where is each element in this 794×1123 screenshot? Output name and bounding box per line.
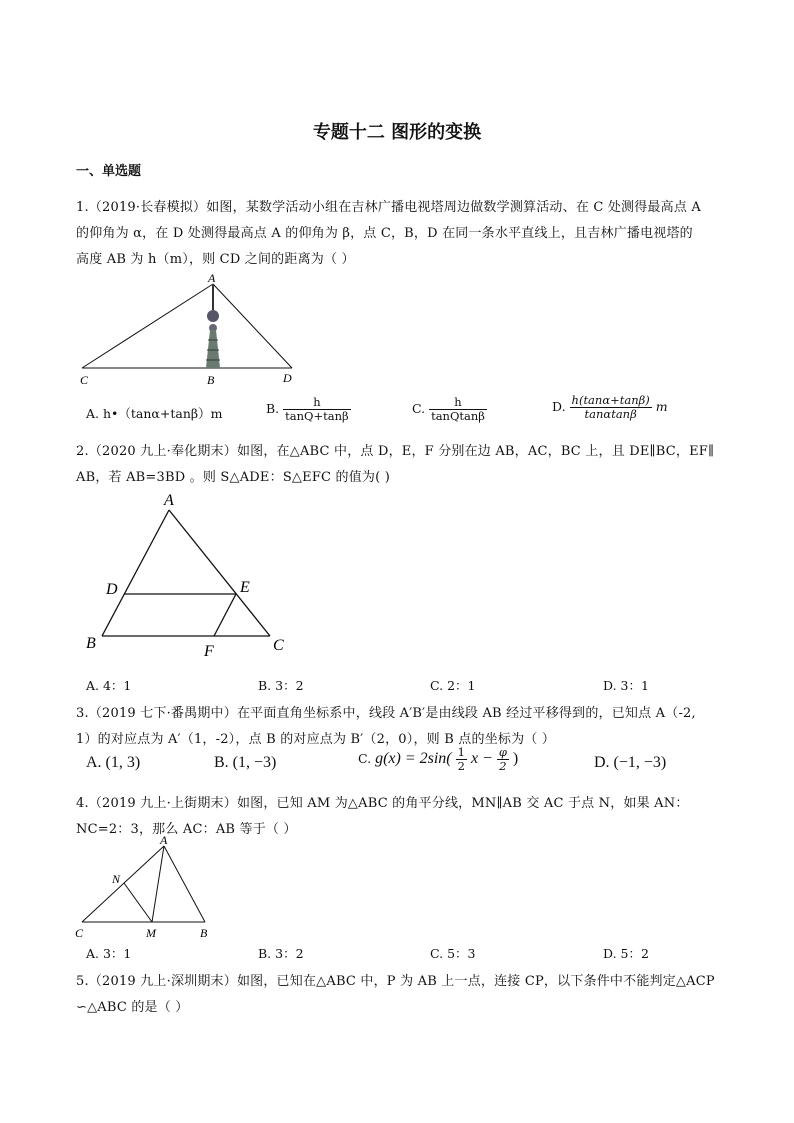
q5-line-2: ∽△ABC 的是（ ） <box>76 1000 189 1015</box>
q1-line-2: 的仰角为 α，在 D 处测得最高点 A 的仰角为 β，点 C，B，D 在同一条水平直线上，且吉林广播电视塔的 <box>76 226 693 241</box>
q3-option-d: D. (−1, −3) <box>594 754 667 771</box>
q4-option-b: B. 3：2 <box>258 946 304 961</box>
q3-option-a: A. (1, 3) <box>86 754 141 771</box>
q1-label-A: A <box>208 271 216 285</box>
q2-label-B: B <box>86 635 96 652</box>
q1-label-C: C <box>80 373 89 387</box>
q3-option-c: C. g(x) = 2sin( $\frac{1}{2}$ x − $\frac{\varphi}{2}$ ) <box>358 745 519 773</box>
q4-line-1: 4.（2019 九上·上街期末）如图，已知 AM 为△ABC 的角平分线，MN∥AB 交 AC 于点 N，如果 AN： <box>76 796 689 811</box>
q2-label-A: A <box>164 492 174 509</box>
q2-option-a: A. 4：1 <box>86 678 132 693</box>
q1-option-b: B. $\frac{h}{\tan Q+\tan\beta}$ <box>266 395 349 423</box>
q1-option-c: C. $\frac{h}{\text{tanQtanβ}}$ <box>412 395 485 423</box>
q2-label-F: F <box>204 643 214 660</box>
q1-option-a: A. h•（tanα+tanβ）m <box>86 406 223 421</box>
q1-line-1: 1.（2019·长春模拟）如图，某数学活动小组在吉林广播电视塔周边做数学测算活动、在 C 处测得最高点 A <box>76 200 701 215</box>
q1-option-d: D. $\frac{h(\tan\alpha+\tan\beta)}{\tan\alpha\tan\beta}$ m <box>552 393 668 421</box>
q3-line-2: 1）的对应点为 A′（1，-2），点 B 的对应点为 B′（2，0），则 B 点的坐标为（ ） <box>76 732 556 747</box>
q2-line-1: 2.（2020 九上·奉化期末）如图，在△ABC 中，点 D，E，F 分别在边 AB，AC，BC 上，且 DE∥BC，EF∥ <box>76 444 715 459</box>
q4-option-a: A. 3：1 <box>86 946 132 961</box>
q4-label-B: B <box>200 926 208 940</box>
section-heading: 一、单选题 <box>76 164 142 179</box>
tower-icon <box>206 284 220 368</box>
q1-figure-tower <box>70 270 310 390</box>
q3-line-1: 3.（2019 七下·番禺期中）在平面直角坐标系中，线段 A′B′是由线段 AB 经过平移得到的，已知点 A（-2, <box>76 706 696 721</box>
q4-label-M: M <box>146 926 156 940</box>
q4-option-c: C. 5：3 <box>430 946 476 961</box>
q3-option-b: B. (1, −3) <box>214 754 277 771</box>
q4-option-d: D. 5：2 <box>603 946 649 961</box>
q5-line-1: 5.（2019 九上·深圳期末）如图，已知在△ABC 中，P 为 AB 上一点，连接 CP，以下条件中不能判定△ACP <box>76 974 715 989</box>
q2-figure-triangle <box>80 488 300 663</box>
q1-line-3: 高度 AB 为 h（m），则 CD 之间的距离为（ ） <box>76 252 355 267</box>
q4-line-2: NC=2：3，那么 AC：AB 等于（ ） <box>76 822 297 837</box>
q2-label-E: E <box>240 579 250 596</box>
q4-figure-triangle <box>72 834 222 942</box>
q2-option-d: D. 3：1 <box>603 678 649 693</box>
q2-label-C: C <box>273 637 284 654</box>
q1-label-D: D <box>283 371 292 385</box>
q4-label-A: A <box>160 834 168 847</box>
q4-label-N: N <box>112 872 121 886</box>
q4-label-C: C <box>75 926 84 940</box>
q2-option-c: C. 2：1 <box>430 678 476 693</box>
q2-option-b: B. 3：2 <box>258 678 304 693</box>
page-title: 专题十二 图形的变换 <box>312 122 482 143</box>
q1-label-B: B <box>207 373 215 387</box>
q2-line-2: AB，若 AB=3BD 。则 S△ADE：S△EFC 的值为( ) <box>76 470 390 485</box>
q2-label-D: D <box>106 581 118 598</box>
